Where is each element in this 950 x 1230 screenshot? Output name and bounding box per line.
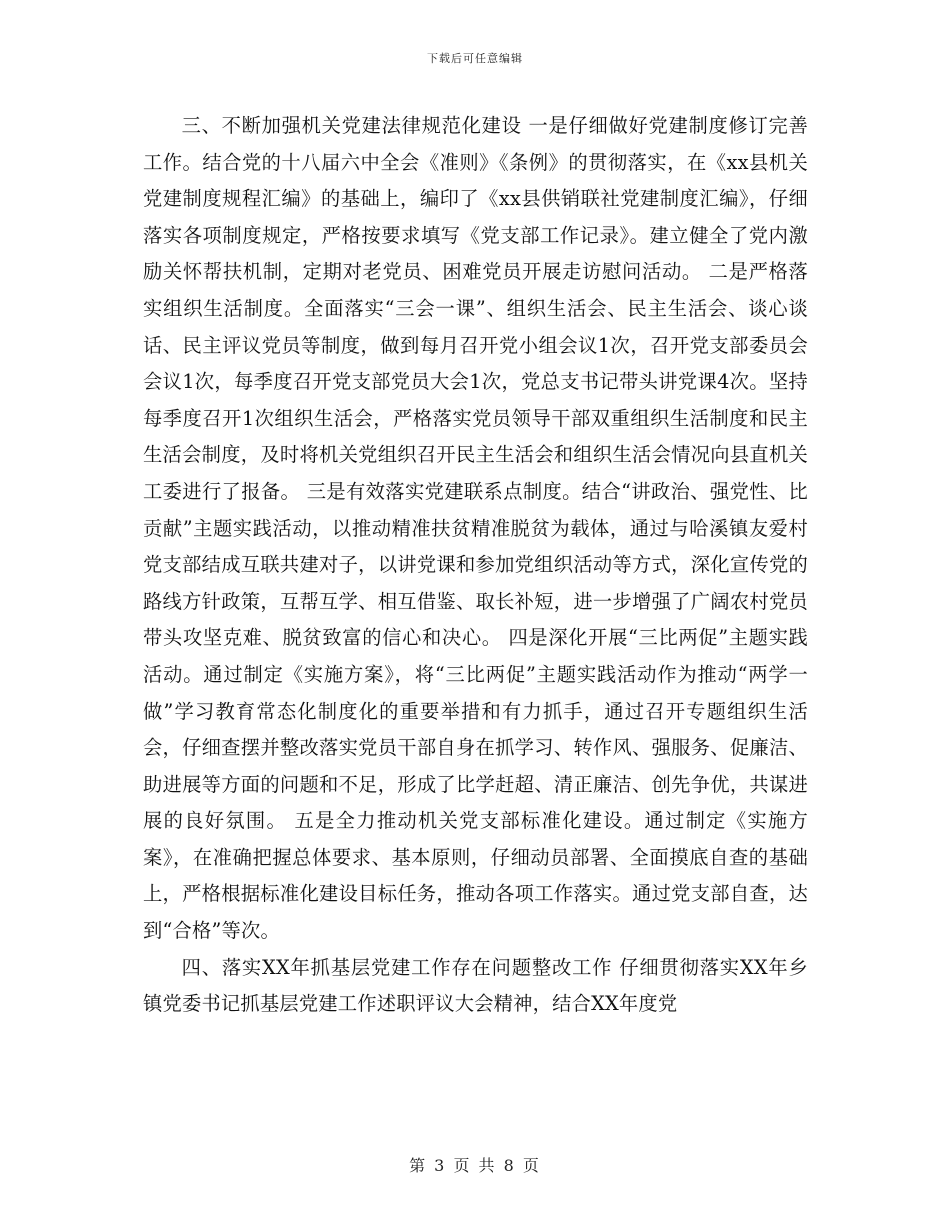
page-number-footer: 第 3 页 共 8 页 <box>409 1156 541 1175</box>
paragraph-rectification-work: 四、落实XX年抓基层党建工作存在问题整改工作 仔细贯彻落实XX年乡镇党委书记抓基层党建工作述职评议大会精神，结合XX年度党 <box>143 955 808 1016</box>
paragraph-party-building-regulation: 三、不断加强机关党建法律规范化建设 一是仔细做好党建制度修订完善工作。结合党的十八届六中全会《准则》《条例》的贯彻落实，在《xx县机关党建制度规程汇编》的基础上，编印了《xx县供销联社党建制度汇编》，仔细落实各项制度规定，严格按要求填写《党支部工作记录》。建立健全了党内激励关怀帮扶机制，定期对老党员、困难党员开展走访慰问活动。 二是严格落实组织生活制度。全面落实“三会一课”、组织生活会、民主生活会、谈心谈话、民主评议党员等制度，做到每月召开党小组会议1次，召开党支部委员会会议1次，每季度召开党支部党员大会1次，党总支书记带头讲党课4次。坚持每季度召开1次组织生活会，严格落实党员领导干部双重组织生活制度和民主生活会制度，及时将机关党组织召开民主生活会和组织生活会情况向县直机关工委进行了报备。 三是有效落实党建联系点制度。结合“讲政治、强党性、比贡献”主题实践活动，以推动精准扶贫精准脱贫为载体，通过与哈溪镇友爱村党支部结成互联共建对子，以讲党课和参加党组织活动等方式，深化宣传党的路线方针政策，互帮互学、相互借鉴、取长补短，进一步增强了广阔农村党员带头攻坚克难、脱贫致富的信心和决心。 四是深化开展“三比两促”主题实践活动。通过制定《实施方案》，将“三比两促”主题实践活动作为推动“两学一做”学习教育常态化制度化的重要举措和有力抓手，通过召开专题组织生活会，仔细查摆并整改落实党员干部自身在抓学习、转作风、强服务、促廉洁、助进展等方面的问题和不足，形成了比学赶超、清正廉洁、创先争优，共谋进展的良好氛围。 五是全力推动机关党支部标准化建设。通过制定《实施方案》，在准确把握总体要求、基本原则，仔细动员部署、全面摸底自查的基础上，严格根据标准化建设目标任务，推动各项工作落实。通过党支部自查，达到“合格”等次。 <box>143 114 808 943</box>
page-header: 下载后可任意编辑 <box>427 52 523 65</box>
document-body <box>143 108 808 1023</box>
